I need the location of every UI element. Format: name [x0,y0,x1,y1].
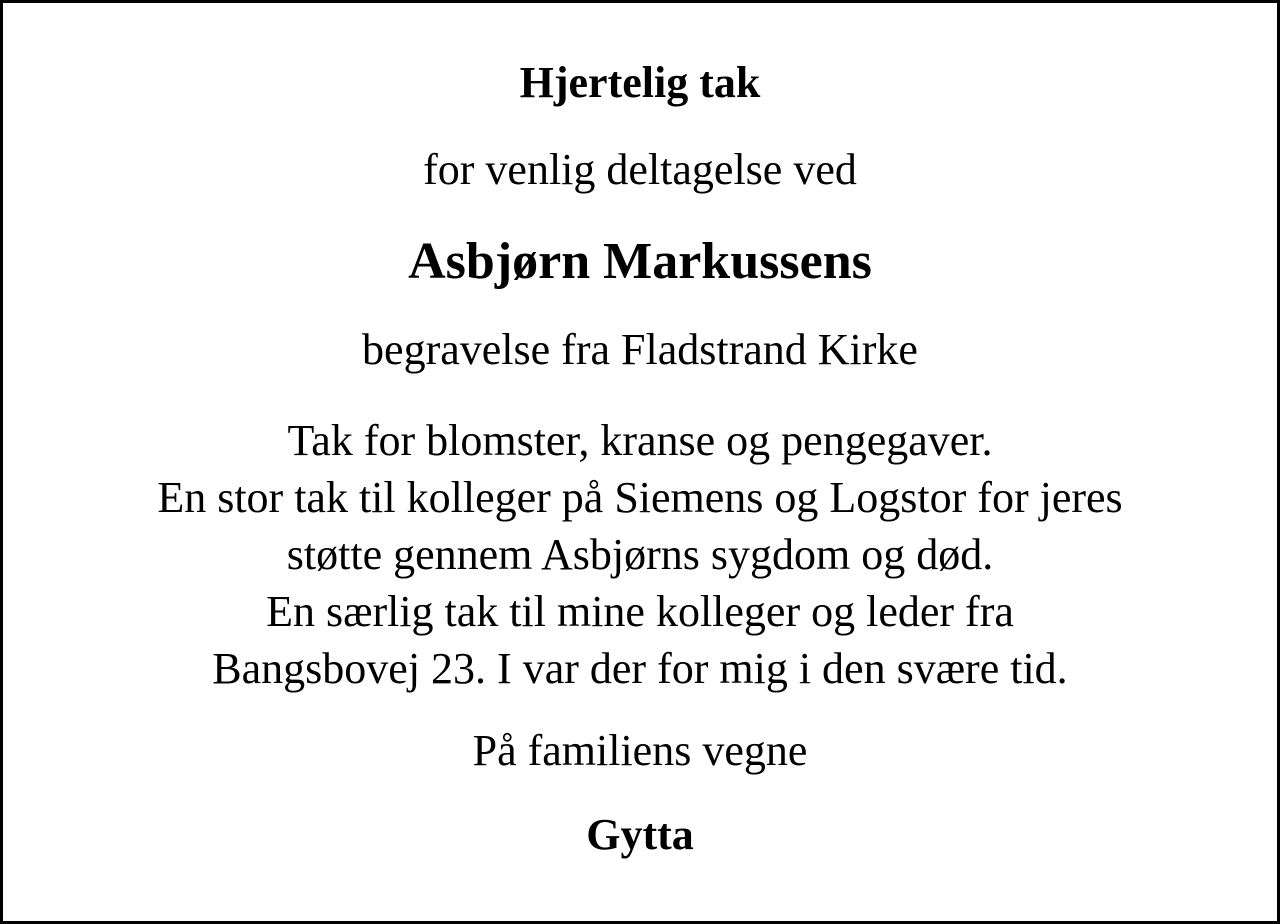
thanks-line: En særlig tak til mine kolleger og leder fra [266,587,1014,636]
deceased-name: Asbjørn Markussens [408,233,872,290]
signature: Gytta [586,810,694,859]
closing-text: På familiens vegne [472,726,808,775]
thanks-paragraph [3,412,1277,697]
thanks-line: Bangsbovej 23. I var der for mig i den svære tid. [212,644,1068,693]
thanks-line: En stor tak til kolleger på Siemens og Logstor for jeres [157,473,1123,522]
funeral-location: begravelse fra Fladstrand Kirke [362,325,918,374]
thanks-line: Tak for blomster, kranse og pengegaver. [287,416,993,465]
intro-text: for venlig deltagelse ved [423,145,857,194]
thanks-line: støtte gennem Asbjørns sygdom og død. [286,530,994,579]
notice-heading: Hjertelig tak [519,58,761,107]
